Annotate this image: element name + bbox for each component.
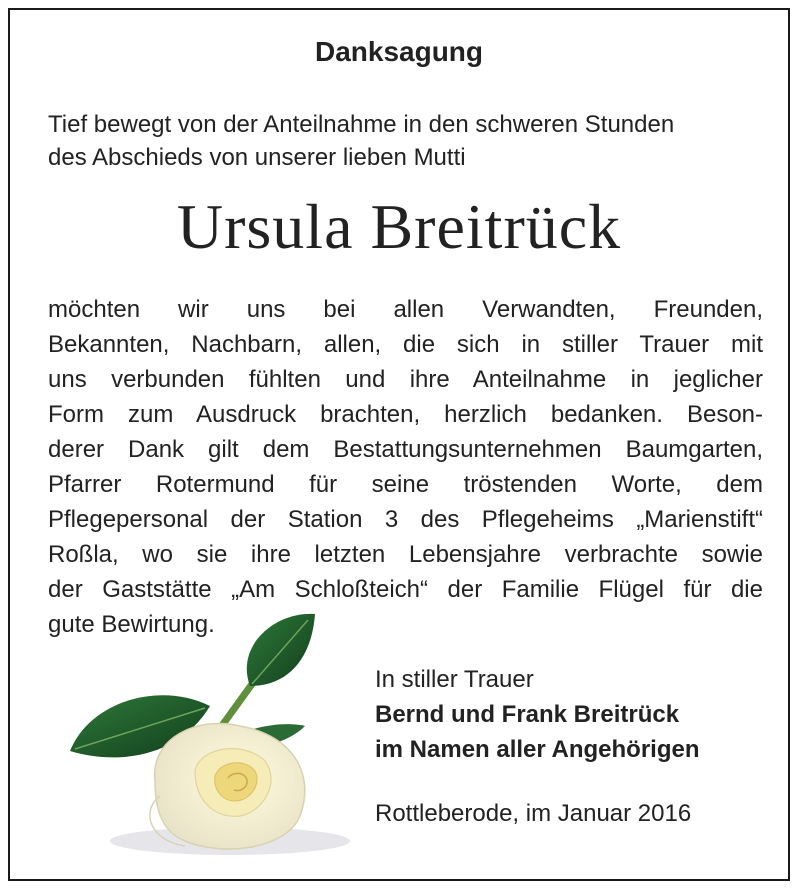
place-date: Rottleberode, im Januar 2016 [375,800,692,827]
obituary-card [8,8,790,881]
signoff [375,662,775,767]
body-line: gute Bewirtung. [48,611,215,638]
body-line: Pflegepersonal der Station 3 des Pflegeheims „Marienstift“ [48,506,763,533]
body-line: uns verbunden fühlten und ihre Anteilnahme in jeglicher [48,366,763,393]
body-line: Form zum Ausdruck brachten, herzlich bedanken. Beson- [48,401,763,428]
signoff-intro: In stiller Trauer [375,666,534,693]
body-line: derer Dank gilt dem Bestattungsunternehmen Baumgarten, [48,436,763,463]
signoff-relatives: im Namen aller Angehörigen [375,736,700,763]
body-line: Pfarrer Rotermund für seine tröstenden Worte, dem [48,471,763,498]
intro-text [48,108,763,174]
white-rose-image [50,606,380,866]
intro-line: des Abschieds von unserer lieben Mutti [48,144,466,171]
body-line: Bekannten, Nachbarn, allen, die sich in stiller Trauer mit [48,331,763,358]
heading: Danksagung [314,36,484,67]
body-line: der Gaststätte „Am Schloßteich“ der Familie Flügel für die [48,576,763,603]
body-text [48,292,763,642]
body-line: möchten wir uns bei allen Verwandten, Freunden, [48,296,763,323]
signoff-names: Bernd und Frank Breitrück [375,701,680,728]
body-line: Roßla, wo sie ihre letzten Lebensjahre verbrachte sowie [48,541,763,568]
deceased-name: Ursula Breitrück [176,191,622,262]
intro-line: Tief bewegt von der Anteilnahme in den schweren Stunden [48,111,675,138]
